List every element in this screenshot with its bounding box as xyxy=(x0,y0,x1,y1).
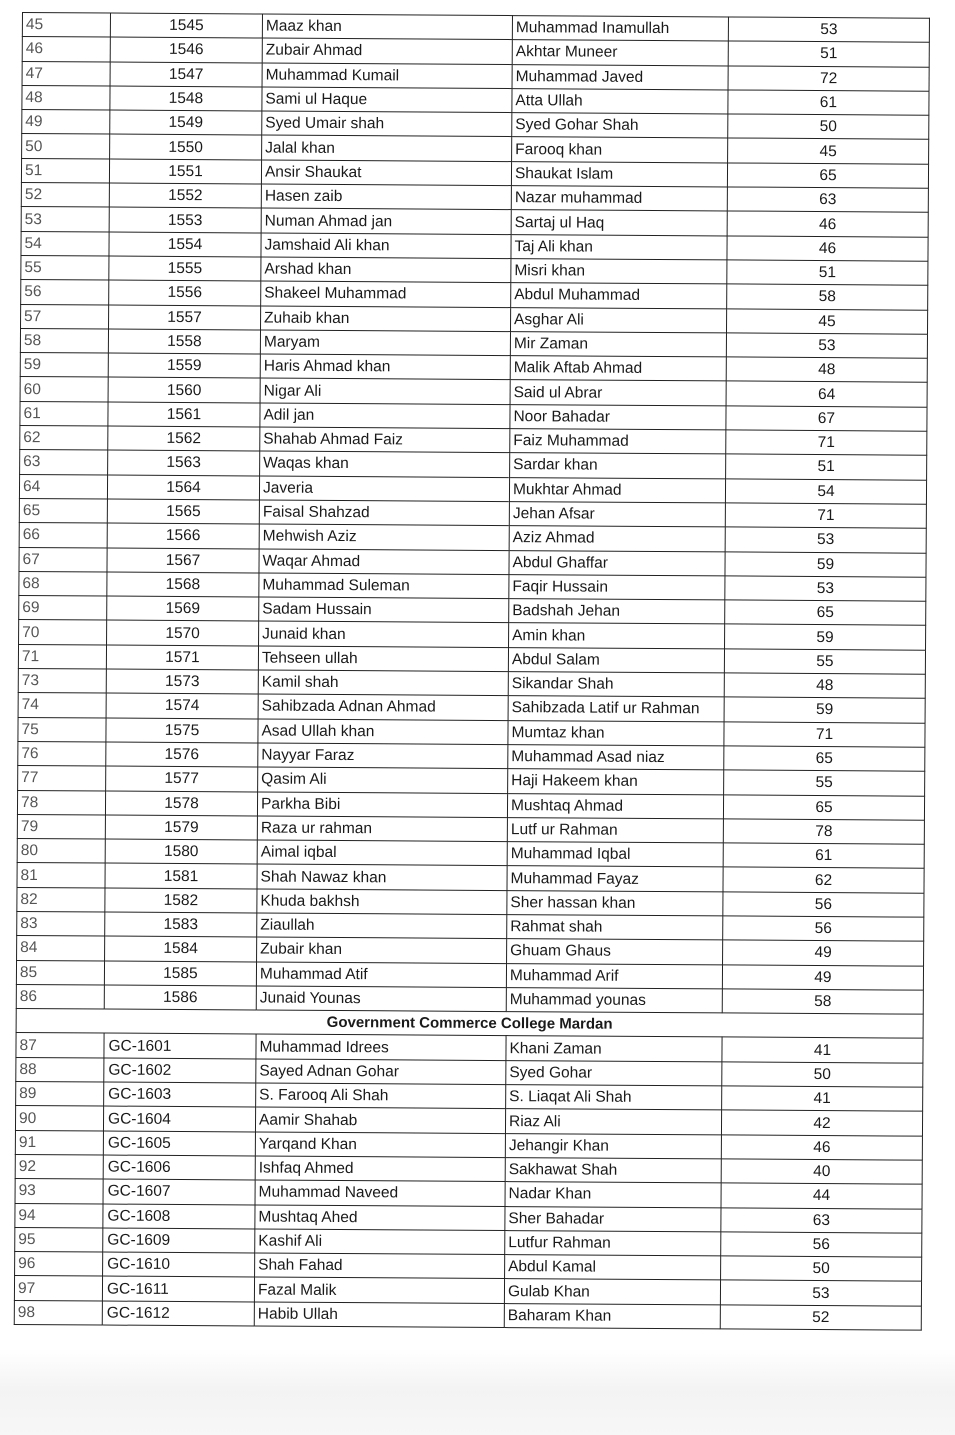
student-name-cell: Parkha Bibi xyxy=(257,791,507,817)
father-name-cell: Sardar khan xyxy=(510,453,726,479)
serial-number-cell: 73 xyxy=(18,669,106,694)
serial-number-cell: 95 xyxy=(15,1227,103,1252)
serial-number-cell: 56 xyxy=(21,280,109,305)
serial-number-cell: 81 xyxy=(17,863,105,888)
student-name-cell: Hasen zaib xyxy=(261,184,511,210)
marks-cell: 40 xyxy=(721,1159,922,1185)
marks-cell: 72 xyxy=(728,66,929,92)
roll-number-cell: 1559 xyxy=(108,353,260,378)
roll-number-cell: 1565 xyxy=(107,499,259,524)
serial-number-cell: 47 xyxy=(22,61,110,86)
roll-number-cell: 1545 xyxy=(110,13,262,38)
student-name-cell: Zubair Ahmad xyxy=(262,38,512,64)
roll-number-cell: 1555 xyxy=(109,256,261,281)
marks-cell: 50 xyxy=(722,1062,923,1088)
serial-number-cell: 68 xyxy=(19,571,107,596)
student-name-cell: Javeria xyxy=(259,476,509,502)
serial-number-cell: 71 xyxy=(18,644,106,669)
student-name-cell: Jamshaid Ali khan xyxy=(261,233,511,259)
roll-number-cell: GC-1610 xyxy=(103,1252,255,1277)
serial-number-cell: 55 xyxy=(21,255,109,280)
student-name-cell: Raza ur rahman xyxy=(257,816,507,842)
student-name-cell: Maaz khan xyxy=(262,14,512,40)
father-name-cell: Muhammad Asad niaz xyxy=(508,744,724,770)
father-name-cell: Sartaj ul Haq xyxy=(511,210,727,236)
serial-number-cell: 80 xyxy=(17,839,105,864)
student-name-cell: Muhammad Idrees xyxy=(256,1034,506,1060)
father-name-cell: Baharam Khan xyxy=(504,1303,720,1329)
father-name-cell: Muhammad younas xyxy=(506,987,722,1013)
father-name-cell: Amin khan xyxy=(509,623,725,649)
father-name-cell: Gulab Khan xyxy=(504,1279,720,1305)
marks-cell: 46 xyxy=(727,236,928,262)
roll-number-cell: 1575 xyxy=(106,718,258,743)
roll-number-cell: 1581 xyxy=(105,863,257,888)
father-name-cell: Sahibzada Latif ur Rahman xyxy=(508,696,724,722)
father-name-cell: Taj Ali khan xyxy=(511,234,727,260)
serial-number-cell: 52 xyxy=(21,183,109,208)
father-name-cell: Noor Bahadar xyxy=(510,404,726,430)
father-name-cell: Mir Zaman xyxy=(510,331,726,357)
student-name-cell: Waqas khan xyxy=(260,451,510,477)
father-name-cell: Sher Bahadar xyxy=(505,1206,721,1232)
roll-number-cell: GC-1603 xyxy=(104,1082,256,1107)
father-name-cell: Riaz Ali xyxy=(505,1109,721,1135)
student-name-cell: Sayed Adnan Gohar xyxy=(256,1059,506,1085)
roll-number-cell: 1567 xyxy=(107,548,259,573)
marks-cell: 48 xyxy=(724,673,925,699)
roll-number-cell: 1548 xyxy=(110,86,262,111)
roll-number-cell: 1552 xyxy=(109,183,261,208)
roll-number-cell: GC-1602 xyxy=(104,1058,256,1083)
father-name-cell: Muhammad Javed xyxy=(512,64,728,90)
student-name-cell: Nayyar Faraz xyxy=(258,743,508,769)
father-name-cell: Atta Ullah xyxy=(512,88,728,114)
student-name-cell: Shakeel Muhammad xyxy=(261,281,511,307)
student-name-cell: Maryam xyxy=(260,330,510,356)
father-name-cell: Abdul Kamal xyxy=(505,1255,721,1281)
student-name-cell: Shahab Ahmad Faiz xyxy=(260,427,510,453)
serial-number-cell: 86 xyxy=(16,984,104,1009)
serial-number-cell: 96 xyxy=(15,1252,103,1277)
marks-cell: 50 xyxy=(721,1256,922,1282)
father-name-cell: Syed Gohar xyxy=(506,1060,722,1086)
serial-number-cell: 70 xyxy=(19,620,107,645)
father-name-cell: Muhammad Inamullah xyxy=(512,16,728,42)
roll-number-cell: 1571 xyxy=(106,645,258,670)
serial-number-cell: 97 xyxy=(14,1276,102,1301)
roll-number-cell: 1566 xyxy=(107,523,259,548)
roll-number-cell: GC-1606 xyxy=(103,1155,255,1180)
marks-cell: 58 xyxy=(722,989,923,1015)
father-name-cell: S. Liaqat Ali Shah xyxy=(506,1085,722,1111)
results-table-body xyxy=(14,13,929,1331)
student-name-cell: Muhammad Atif xyxy=(256,962,506,988)
roll-number-cell: 1585 xyxy=(104,961,256,986)
father-name-cell: Abdul Ghaffar xyxy=(509,550,725,576)
roll-number-cell: 1583 xyxy=(105,912,257,937)
student-name-cell: Sami ul Haque xyxy=(262,87,512,113)
serial-number-cell: 93 xyxy=(15,1179,103,1204)
serial-number-cell: 61 xyxy=(20,401,108,426)
father-name-cell: Rahmat shah xyxy=(507,915,723,941)
roll-number-cell: 1562 xyxy=(108,426,260,451)
student-name-cell: Kashif Ali xyxy=(255,1229,505,1255)
student-name-cell: Sadam Hussain xyxy=(259,597,509,623)
roll-number-cell: 1576 xyxy=(106,742,258,767)
student-name-cell: Mushtaq Ahed xyxy=(255,1205,505,1231)
roll-number-cell: 1561 xyxy=(108,402,260,427)
father-name-cell: Muhammad Fayaz xyxy=(507,866,723,892)
marks-cell: 54 xyxy=(725,479,926,505)
serial-number-cell: 77 xyxy=(18,766,106,791)
marks-cell: 78 xyxy=(723,819,924,845)
marks-cell: 65 xyxy=(724,746,925,772)
serial-number-cell: 60 xyxy=(20,377,108,402)
father-name-cell: Shaukat Islam xyxy=(511,161,727,187)
marks-cell: 56 xyxy=(723,892,924,918)
student-name-cell: Shah Fahad xyxy=(255,1253,505,1279)
marks-cell: 52 xyxy=(720,1305,921,1331)
father-name-cell: Abdul Salam xyxy=(508,647,724,673)
marks-cell: 41 xyxy=(722,1086,923,1112)
student-name-cell: Kamil shah xyxy=(258,670,508,696)
marks-cell: 62 xyxy=(723,867,924,893)
roll-number-cell: 1554 xyxy=(109,232,261,257)
roll-number-cell: GC-1605 xyxy=(103,1131,255,1156)
roll-number-cell: 1560 xyxy=(108,378,260,403)
marks-cell: 45 xyxy=(728,138,929,164)
roll-number-cell: 1556 xyxy=(109,280,261,305)
serial-number-cell: 87 xyxy=(16,1033,104,1058)
father-name-cell: Said ul Abrar xyxy=(510,380,726,406)
marks-cell: 64 xyxy=(726,381,927,407)
serial-number-cell: 65 xyxy=(19,498,107,523)
serial-number-cell: 59 xyxy=(20,353,108,378)
serial-number-cell: 63 xyxy=(20,450,108,475)
serial-number-cell: 82 xyxy=(17,887,105,912)
student-name-cell: Ishfaq Ahmed xyxy=(255,1156,505,1182)
serial-number-cell: 84 xyxy=(17,936,105,961)
serial-number-cell: 69 xyxy=(19,596,107,621)
father-name-cell: Mushtaq Ahmad xyxy=(507,793,723,819)
marks-cell: 51 xyxy=(726,454,927,480)
roll-number-cell: 1549 xyxy=(110,110,262,135)
roll-number-cell: 1584 xyxy=(105,936,257,961)
father-name-cell: Khani Zaman xyxy=(506,1036,722,1062)
student-name-cell: Jalal khan xyxy=(262,135,512,161)
marks-cell: 65 xyxy=(723,794,924,820)
student-name-cell: Muhammad Naveed xyxy=(255,1180,505,1206)
father-name-cell: Lutf ur Rahman xyxy=(507,817,723,843)
serial-number-cell: 89 xyxy=(16,1082,104,1107)
serial-number-cell: 57 xyxy=(21,304,109,329)
marks-cell: 42 xyxy=(721,1110,922,1136)
father-name-cell: Akhtar Muneer xyxy=(512,40,728,66)
marks-cell: 44 xyxy=(721,1183,922,1209)
roll-number-cell: 1558 xyxy=(108,329,260,354)
section-title: Government Commerce College Mardan xyxy=(16,1009,923,1039)
serial-number-cell: 51 xyxy=(21,158,109,183)
student-name-cell: Junaid Younas xyxy=(256,986,506,1012)
marks-cell: 53 xyxy=(725,527,926,553)
father-name-cell: Faqir Hussain xyxy=(509,574,725,600)
serial-number-cell: 94 xyxy=(15,1203,103,1228)
marks-cell: 56 xyxy=(723,916,924,942)
student-name-cell: Syed Umair shah xyxy=(262,111,512,137)
roll-number-cell: 1579 xyxy=(105,815,257,840)
marks-cell: 51 xyxy=(728,41,929,67)
student-name-cell: Mehwish Aziz xyxy=(259,524,509,550)
marks-cell: 53 xyxy=(726,333,927,359)
marks-cell: 53 xyxy=(720,1280,921,1306)
marks-cell: 65 xyxy=(725,600,926,626)
roll-number-cell: 1563 xyxy=(108,450,260,475)
marks-cell: 53 xyxy=(728,17,929,43)
marks-cell: 61 xyxy=(728,90,929,116)
serial-number-cell: 58 xyxy=(20,328,108,353)
roll-number-cell: 1553 xyxy=(109,207,261,232)
serial-number-cell: 83 xyxy=(17,911,105,936)
student-name-cell: Aamir Shahab xyxy=(255,1107,505,1133)
roll-number-cell: 1580 xyxy=(105,839,257,864)
student-name-cell: Haris Ahmad khan xyxy=(260,354,510,380)
student-name-cell: Nigar Ali xyxy=(260,378,510,404)
roll-number-cell: GC-1608 xyxy=(103,1204,255,1229)
father-name-cell: Badshah Jehan xyxy=(509,599,725,625)
student-name-cell: Shah Nawaz khan xyxy=(257,864,507,890)
serial-number-cell: 67 xyxy=(19,547,107,572)
student-name-cell: Muhammad Kumail xyxy=(262,63,512,89)
roll-number-cell: 1570 xyxy=(107,620,259,645)
serial-number-cell: 45 xyxy=(22,13,110,38)
student-name-cell: Zubair khan xyxy=(257,937,507,963)
student-name-cell: Sahibzada Adnan Ahmad xyxy=(258,694,508,720)
father-name-cell: Haji Hakeem khan xyxy=(508,769,724,795)
roll-number-cell: 1557 xyxy=(109,305,261,330)
serial-number-cell: 54 xyxy=(21,231,109,256)
serial-number-cell: 50 xyxy=(22,134,110,159)
marks-cell: 45 xyxy=(726,308,927,334)
roll-number-cell: GC-1607 xyxy=(103,1179,255,1204)
marks-cell: 49 xyxy=(723,940,924,966)
student-name-cell: Habib Ullah xyxy=(254,1302,504,1328)
marks-cell: 56 xyxy=(721,1232,922,1258)
marks-cell: 71 xyxy=(724,722,925,748)
father-name-cell: Mukhtar Ahmad xyxy=(509,477,725,503)
father-name-cell: Faiz Muhammad xyxy=(510,429,726,455)
student-name-cell: Ziaullah xyxy=(257,913,507,939)
father-name-cell: Lutfur Rahman xyxy=(505,1230,721,1256)
father-name-cell: Sakhawat Shah xyxy=(505,1158,721,1184)
student-name-cell: Asad Ullah khan xyxy=(258,719,508,745)
marks-cell: 59 xyxy=(724,697,925,723)
serial-number-cell: 92 xyxy=(15,1154,103,1179)
father-name-cell: Syed Gohar Shah xyxy=(512,113,728,139)
father-name-cell: Abdul Muhammad xyxy=(511,283,727,309)
roll-number-cell: 1573 xyxy=(106,669,258,694)
serial-number-cell: 48 xyxy=(22,85,110,110)
student-name-cell: Ansir Shaukat xyxy=(261,160,511,186)
father-name-cell: Mumtaz khan xyxy=(508,720,724,746)
marks-cell: 59 xyxy=(725,551,926,577)
father-name-cell: Misri khan xyxy=(511,259,727,285)
marks-cell: 46 xyxy=(727,211,928,237)
father-name-cell: Farooq khan xyxy=(512,137,728,163)
father-name-cell: Muhammad Iqbal xyxy=(507,842,723,868)
serial-number-cell: 64 xyxy=(19,474,107,499)
student-name-cell: Waqar Ahmad xyxy=(259,549,509,575)
marks-cell: 55 xyxy=(724,649,925,675)
marks-cell: 59 xyxy=(725,624,926,650)
serial-number-cell: 53 xyxy=(21,207,109,232)
student-name-cell: Arshad khan xyxy=(261,257,511,283)
roll-number-cell: GC-1604 xyxy=(103,1106,255,1131)
marks-cell: 71 xyxy=(725,503,926,529)
table-row xyxy=(14,1300,921,1330)
serial-number-cell: 79 xyxy=(17,814,105,839)
marks-cell: 55 xyxy=(724,770,925,796)
student-name-cell: Khuda bakhsh xyxy=(257,889,507,915)
roll-number-cell: 1578 xyxy=(105,791,257,816)
father-name-cell: Jehangir Khan xyxy=(505,1133,721,1159)
serial-number-cell: 78 xyxy=(17,790,105,815)
father-name-cell: Nadar Khan xyxy=(505,1182,721,1208)
student-name-cell: Muhammad Suleman xyxy=(259,573,509,599)
serial-number-cell: 98 xyxy=(14,1300,102,1325)
student-name-cell: Adil jan xyxy=(260,403,510,429)
serial-number-cell: 75 xyxy=(18,717,106,742)
student-name-cell: Fazal Malik xyxy=(254,1277,504,1303)
serial-number-cell: 49 xyxy=(22,110,110,135)
roll-number-cell: 1564 xyxy=(107,475,259,500)
student-name-cell: Tehseen ullah xyxy=(258,646,508,672)
roll-number-cell: GC-1601 xyxy=(104,1034,256,1059)
marks-cell: 50 xyxy=(728,114,929,140)
marks-cell: 53 xyxy=(725,576,926,602)
roll-number-cell: GC-1612 xyxy=(102,1301,254,1326)
roll-number-cell: 1582 xyxy=(105,888,257,913)
marks-cell: 63 xyxy=(727,187,928,213)
student-name-cell: Junaid khan xyxy=(259,621,509,647)
serial-number-cell: 76 xyxy=(18,741,106,766)
marks-cell: 41 xyxy=(722,1037,923,1063)
father-name-cell: Sher hassan khan xyxy=(507,890,723,916)
results-sheet xyxy=(14,12,934,1331)
marks-cell: 58 xyxy=(727,284,928,310)
serial-number-cell: 90 xyxy=(15,1106,103,1131)
student-name-cell: Yarqand Khan xyxy=(255,1132,505,1158)
roll-number-cell: 1568 xyxy=(107,572,259,597)
serial-number-cell: 66 xyxy=(19,523,107,548)
roll-number-cell: 1577 xyxy=(106,766,258,791)
marks-cell: 67 xyxy=(726,406,927,432)
marks-cell: 63 xyxy=(721,1207,922,1233)
father-name-cell: Nazar muhammad xyxy=(511,186,727,212)
student-name-cell: Aimal iqbal xyxy=(257,840,507,866)
marks-cell: 48 xyxy=(726,357,927,383)
serial-number-cell: 74 xyxy=(18,693,106,718)
roll-number-cell: 1547 xyxy=(110,62,262,87)
serial-number-cell: 91 xyxy=(15,1130,103,1155)
serial-number-cell: 62 xyxy=(20,426,108,451)
roll-number-cell: 1586 xyxy=(104,985,256,1010)
father-name-cell: Aziz Ahmad xyxy=(509,526,725,552)
roll-number-cell: 1546 xyxy=(110,37,262,62)
roll-number-cell: 1551 xyxy=(109,159,261,184)
roll-number-cell: 1574 xyxy=(106,693,258,718)
marks-cell: 65 xyxy=(727,163,928,189)
serial-number-cell: 88 xyxy=(16,1057,104,1082)
roll-number-cell: GC-1609 xyxy=(103,1228,255,1253)
marks-cell: 46 xyxy=(721,1135,922,1161)
student-name-cell: Numan Ahmad jan xyxy=(261,208,511,234)
student-name-cell: Qasim Ali xyxy=(258,767,508,793)
father-name-cell: Asghar Ali xyxy=(511,307,727,333)
father-name-cell: Muhammad Arif xyxy=(506,963,722,989)
serial-number-cell: 46 xyxy=(22,37,110,62)
roll-number-cell: 1550 xyxy=(110,135,262,160)
marks-cell: 49 xyxy=(722,964,923,990)
student-name-cell: Faisal Shahzad xyxy=(259,500,509,526)
father-name-cell: Jehan Afsar xyxy=(509,502,725,528)
marks-cell: 71 xyxy=(726,430,927,456)
marks-cell: 61 xyxy=(723,843,924,869)
results-table xyxy=(14,12,930,1331)
student-name-cell: Zuhaib khan xyxy=(261,306,511,332)
serial-number-cell: 85 xyxy=(16,960,104,985)
marks-cell: 51 xyxy=(727,260,928,286)
father-name-cell: Ghuam Ghaus xyxy=(507,939,723,965)
roll-number-cell: 1569 xyxy=(107,596,259,621)
father-name-cell: Malik Aftab Ahmad xyxy=(510,356,726,382)
student-name-cell: S. Farooq Ali Shah xyxy=(256,1083,506,1109)
father-name-cell: Sikandar Shah xyxy=(508,672,724,698)
roll-number-cell: GC-1611 xyxy=(102,1276,254,1301)
